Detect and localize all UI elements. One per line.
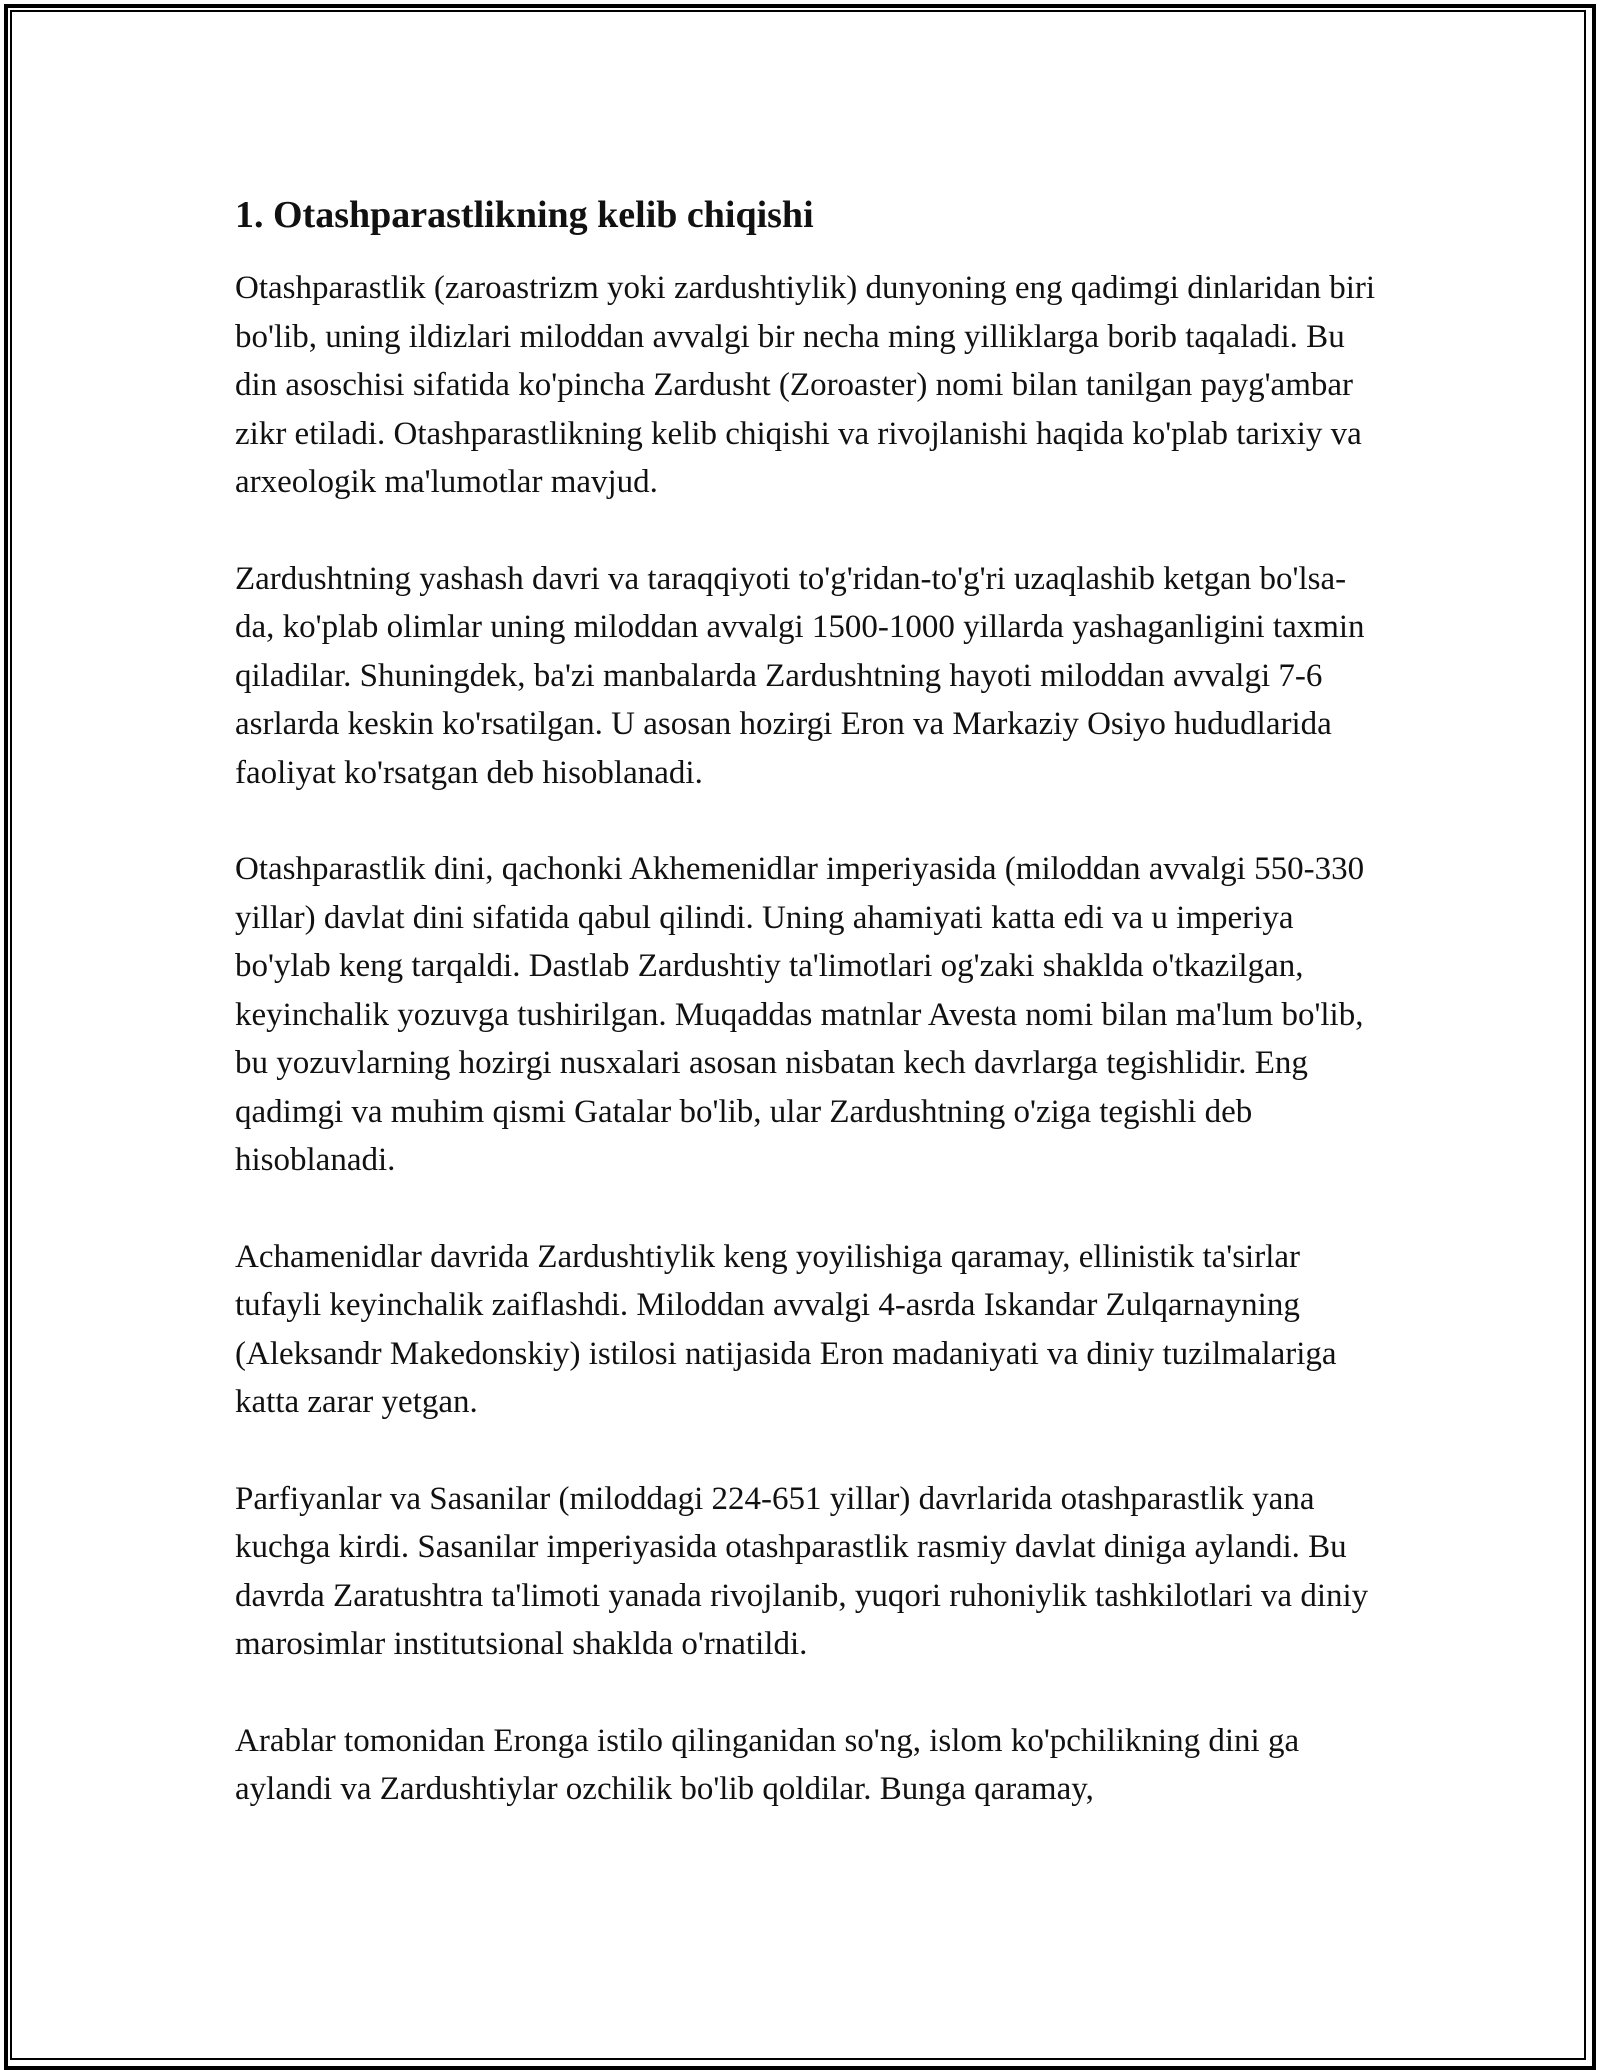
- paragraph-6: Arablar tomonidan Eronga istilo qilinganidan so'ng, islom ko'pchilikning dini ga aylandi va Zardushtiylar ozchilik bo'lib qoldilar. Bunga qaramay,: [235, 1722, 1300, 1807]
- paragraph-4: Achamenidlar davrida Zardushtiylik keng yoyilishiga qaramay, ellinistik ta'sirlar tufayli keyinchalik zaiflashdi. Miloddan avvalgi 4-asrda Iskandar Zulqarnayning (Aleksandr Makedonskiy) istilosi natijasida Eron madaniyati va diniy tuzilmalariga katta zarar yetgan.: [235, 1238, 1337, 1420]
- paragraph-3: Otashparastlik dini, qachonki Akhemenidlar imperiyasida (miloddan avvalgi 550-330 yillar) davlat dini sifatida qabul qilindi. Uning ahamiyati katta edi va u imperiya bo'ylab keng tarqaldi. Dastlab Zardushtiy ta'limotlari og'zaki shaklda o'tkazilgan, keyinchalik yozuvga tushirilgan. Muqaddas matnlar Avesta nomi bilan ma'lum bo'lib, bu yozuvlarning hozirgi nusxalari asosan nisbatan kech davrlarga tegishlidir. Eng qadimgi va muhim qismi Gatalar bo'lib, ular Zardushtning o'ziga tegishli deb hisoblanadi.: [235, 851, 1365, 1178]
- paragraph-1: Otashparastlik (zaroastrizm yoki zardushtiylik) dunyoning eng qadimgi dinlaridan biri bo'lib, uning ildizlari miloddan avvalgi bir necha ming yilliklarga borib taqaladi. Bu din asoschisi sifatida ko'pincha Zardusht (Zoroaster) nomi bilan tanilgan payg'ambar zikr etiladi. Otashparastlikning kelib chiqishi va rivojlanishi haqida ko'plab tarixiy va arxeologik ma'lumotlar mavjud.: [235, 270, 1376, 500]
- document-body: [235, 188, 1385, 1814]
- paragraph-5: Parfiyanlar va Sasanilar (miloddagi 224-651 yillar) davrlarida otashparastlik yana kuchga kirdi. Sasanilar imperiyasida otashparastlik rasmiy davlat diniga aylandi. Bu davrda Zaratushtra ta'limoti yanada rivojlanib, yuqori ruhoniylik tashkilotlari va diniy marosimlar institutsional shaklda o'rnatildi.: [235, 1480, 1369, 1662]
- section-heading: 1. Otashparastlikning kelib chiqishi: [235, 194, 814, 236]
- paragraph-2: Zardushtning yashash davri va taraqqiyoti to'g'ridan-to'g'ri uzaqlashib ketgan bo'lsa-da, ko'plab olimlar uning miloddan avvalgi 1500-1000 yillarda yashaganligini taxmin qiladilar. Shuningdek, ba'zi manbalarda Zardushtning hayoti miloddan avvalgi 7-6 asrlarda keskin ko'rsatilgan. U asosan hozirgi Eron va Markaziy Osiyo hududlarida faoliyat ko'rsatgan deb hisoblanadi.: [235, 560, 1365, 791]
